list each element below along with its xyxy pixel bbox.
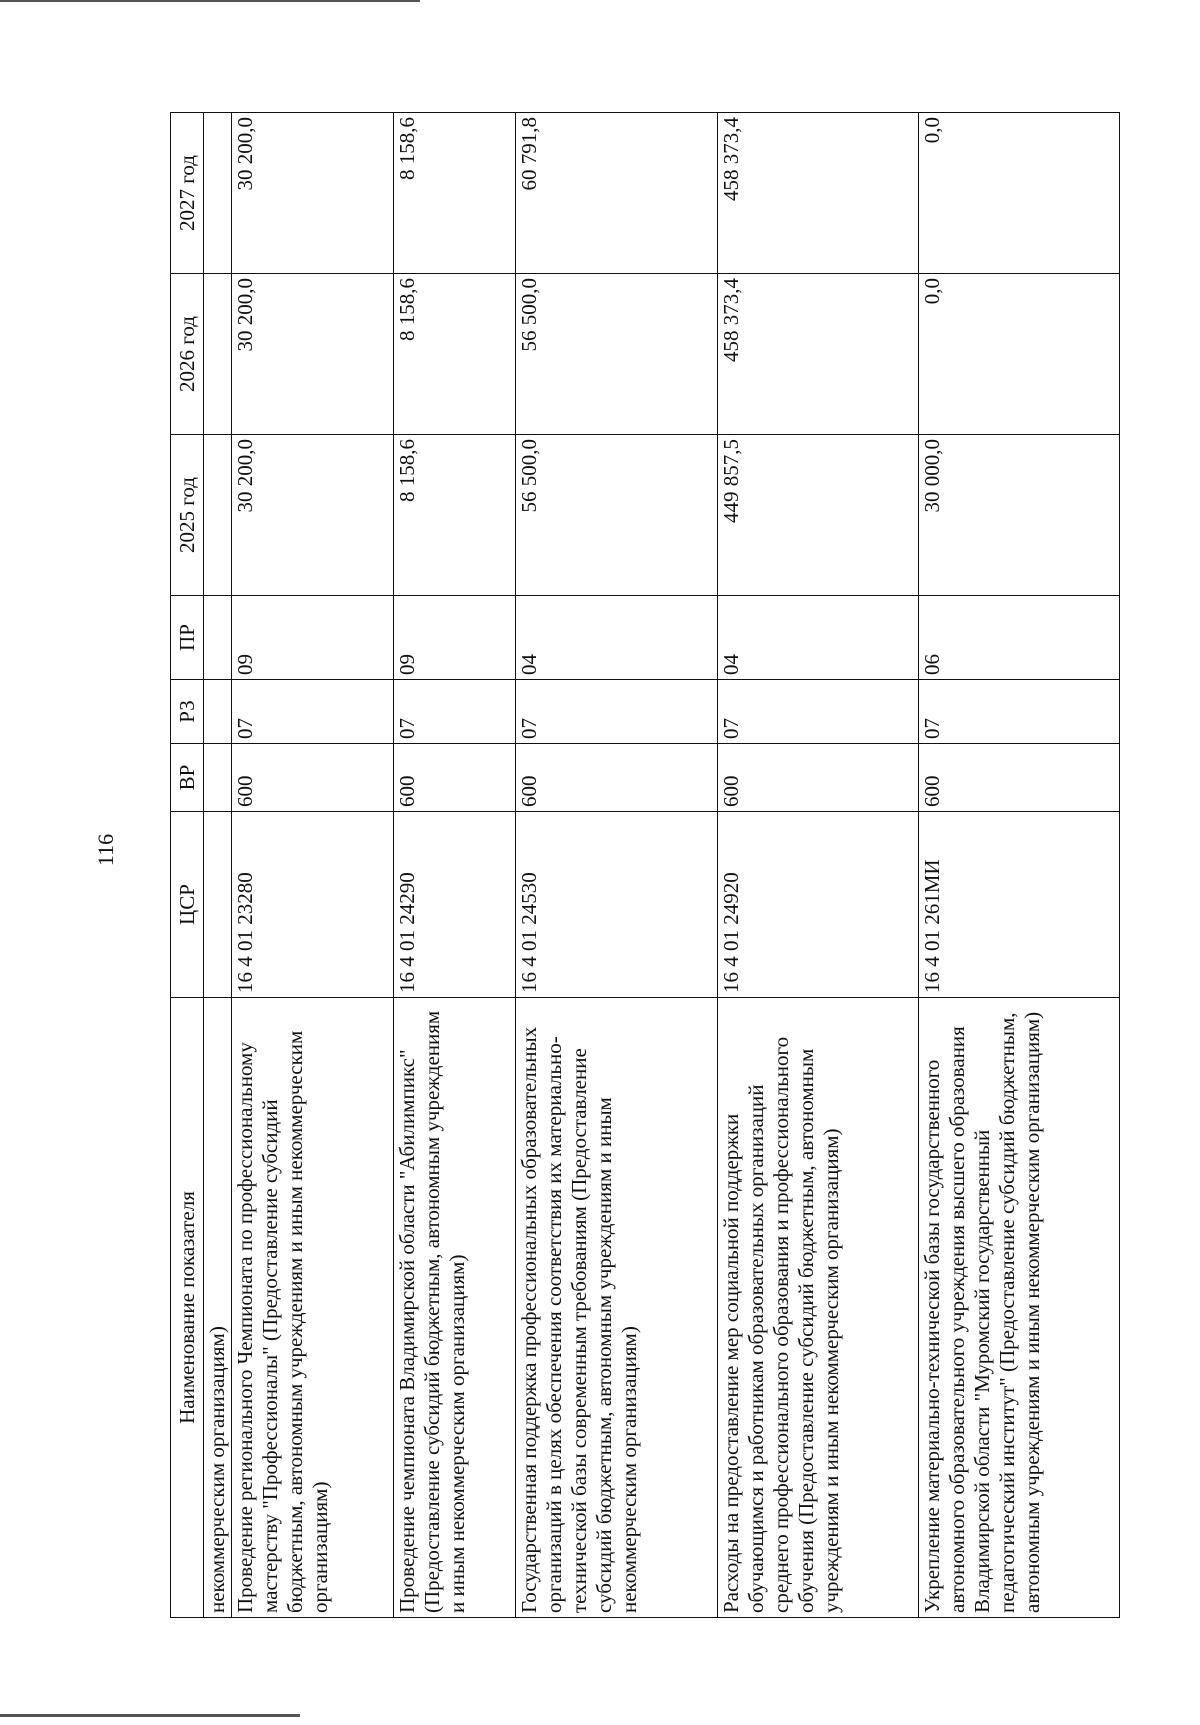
row-rz: 07 bbox=[393, 680, 516, 744]
header-csr: ЦСР bbox=[171, 812, 204, 998]
row-2026: 8 158,6 bbox=[393, 274, 516, 435]
empty-cell bbox=[204, 812, 232, 998]
row-name: Укрепление материально-технической базы государственного автономного образовательного учреждения высшего образования Владимирской области "Муромский государственный педагогический институт" (Предоставление субсидий бюджетным, автономным учреждениям и иным некоммерческим организациям) bbox=[918, 998, 1119, 1618]
row-vr: 600 bbox=[717, 744, 918, 812]
row-name: Государственная поддержка профессиональных образовательных организаций в целях обеспечения соответствия их материально-технической базы современным требованиям (Предоставление субсидий бюджетным, автономным учреждениям и иным некоммерческим организациям) bbox=[516, 998, 717, 1618]
table-row bbox=[232, 113, 394, 1618]
row-2025: 449 857,5 bbox=[717, 435, 918, 596]
rotated-table-container bbox=[170, 112, 1120, 1618]
empty-cell bbox=[204, 274, 232, 435]
budget-table bbox=[170, 112, 1120, 1618]
row-2026: 30 200,0 bbox=[232, 274, 394, 435]
header-vr: ВР bbox=[171, 744, 204, 812]
header-name: Наименование показателя bbox=[171, 998, 204, 1618]
row-2025: 56 500,0 bbox=[516, 435, 717, 596]
row-pr: 04 bbox=[516, 596, 717, 680]
page-number: 116 bbox=[93, 833, 118, 867]
table-row-continuation bbox=[204, 113, 232, 1618]
header-rz: РЗ bbox=[171, 680, 204, 744]
header-pr: ПР bbox=[171, 596, 204, 680]
row-2026: 0,0 bbox=[918, 274, 1119, 435]
row-2027: 0,0 bbox=[918, 113, 1119, 274]
row-name: Расходы на предоставление мер социальной поддержки обучающимся и работникам образовательных организаций среднего профессионального образования и профессионального обучения (Предоставление субсидий бюджетным, автономным учреждениям и иным некоммерческим организациям) bbox=[717, 998, 918, 1618]
row-2025: 30 200,0 bbox=[232, 435, 394, 596]
table-row bbox=[918, 113, 1119, 1618]
empty-cell bbox=[204, 596, 232, 680]
row-2027: 60 791,8 bbox=[516, 113, 717, 274]
row-2025: 8 158,6 bbox=[393, 435, 516, 596]
header-2025: 2025 год bbox=[171, 435, 204, 596]
table-row bbox=[717, 113, 918, 1618]
row-vr: 600 bbox=[516, 744, 717, 812]
empty-cell bbox=[204, 744, 232, 812]
scan-artifact-bottom bbox=[0, 1714, 300, 1717]
row-pr: 09 bbox=[393, 596, 516, 680]
empty-cell bbox=[204, 113, 232, 274]
row-rz: 07 bbox=[918, 680, 1119, 744]
row-csr: 16 4 01 23280 bbox=[232, 812, 394, 998]
row-2026: 56 500,0 bbox=[516, 274, 717, 435]
row-pr: 06 bbox=[918, 596, 1119, 680]
row-rz: 07 bbox=[717, 680, 918, 744]
row-vr: 600 bbox=[393, 744, 516, 812]
row-csr: 16 4 01 261МИ bbox=[918, 812, 1119, 998]
table-row bbox=[516, 113, 717, 1618]
row-vr: 600 bbox=[232, 744, 394, 812]
row-2025: 30 000,0 bbox=[918, 435, 1119, 596]
row-rz: 07 bbox=[232, 680, 394, 744]
row-vr: 600 bbox=[918, 744, 1119, 812]
row-name: Проведение регионального Чемпионата по профессиональному мастерству "Профессионалы" (Предоставление субсидий бюджетным, автономным учреждениям и иным некоммерческим организациям) bbox=[232, 998, 394, 1618]
row-name: Проведение чемпионата Владимирской области "Абилимпикс" (Предоставление субсидий бюджетным, автономным учреждениям и иным некоммерческим организациям) bbox=[393, 998, 516, 1618]
row-pr: 04 bbox=[717, 596, 918, 680]
row-2027: 30 200,0 bbox=[232, 113, 394, 274]
row-csr: 16 4 01 24530 bbox=[516, 812, 717, 998]
row-2026: 458 373,4 bbox=[717, 274, 918, 435]
row-rz: 07 bbox=[516, 680, 717, 744]
empty-cell bbox=[204, 435, 232, 596]
row-csr: 16 4 01 24920 bbox=[717, 812, 918, 998]
header-2026: 2026 год bbox=[171, 274, 204, 435]
continuation-name: некоммерческим организациям) bbox=[204, 998, 232, 1618]
row-pr: 09 bbox=[232, 596, 394, 680]
row-csr: 16 4 01 24290 bbox=[393, 812, 516, 998]
row-2027: 8 158,6 bbox=[393, 113, 516, 274]
row-2027: 458 373,4 bbox=[717, 113, 918, 274]
table-header-row bbox=[171, 113, 204, 1618]
table-row bbox=[393, 113, 516, 1618]
scan-artifact-top bbox=[0, 0, 420, 2]
empty-cell bbox=[204, 680, 232, 744]
header-2027: 2027 год bbox=[171, 113, 204, 274]
